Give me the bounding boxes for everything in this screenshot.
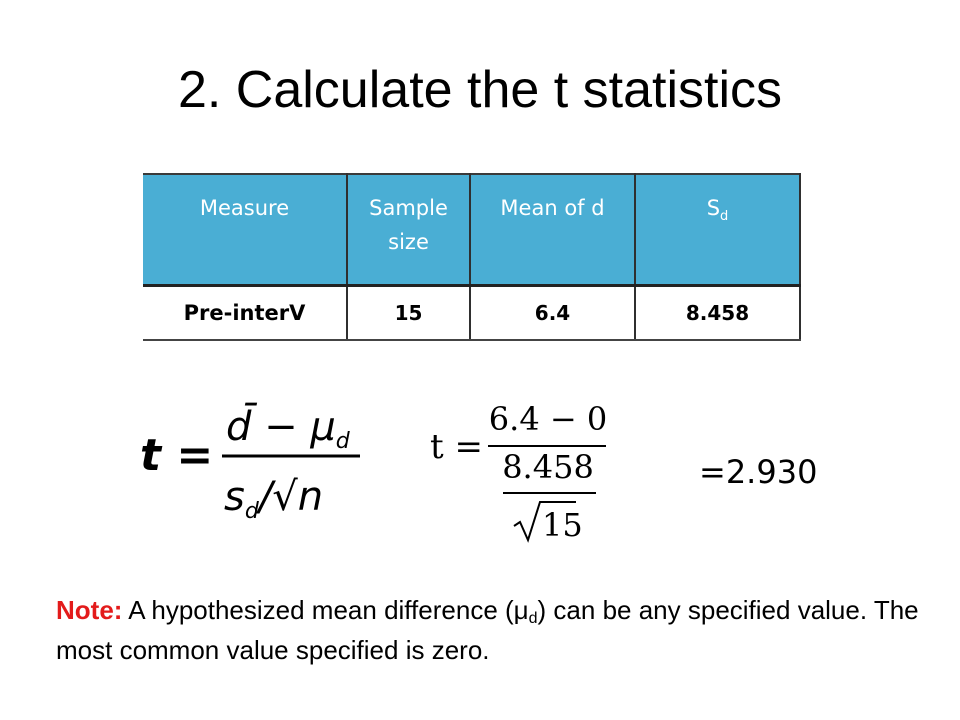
note-label: Note: [56,595,123,625]
header-sample-size: Sample size [347,174,470,286]
table-header-row [143,174,800,286]
numeric-numerator: 6.4 − 0 [488,400,608,438]
numeric-inner-denominator: 15 [542,506,583,544]
note-text-after: ) can be any specified value. The most common value specified is zero. [56,595,919,665]
general-t-formula [138,390,368,525]
note-paragraph [56,590,936,670]
note-subscript: d [528,610,538,627]
numeric-inner-numerator: 8.458 [502,448,594,486]
header-sd-letter: S [706,196,721,220]
cell-mean-of-d: 6.4 [470,286,635,341]
header-sd-subscript: d [720,209,729,224]
general-numerator-main: d̄ − μ [226,404,336,450]
header-mean-of-d: Mean of d [470,174,635,286]
general-numerator [226,402,351,454]
cell-measure: Pre-interV [143,286,347,341]
t-result: =2.930 [699,453,818,491]
note-text-before: A hypothesized mean difference (μ [122,595,529,625]
general-lhs: t = [140,430,214,481]
general-denominator [224,474,323,524]
header-measure: Measure [143,174,347,286]
general-denominator-subscript: d [244,499,259,524]
general-denominator-s: s [224,474,245,520]
cell-sd: 8.458 [635,286,800,341]
numeric-lhs: t = [430,427,483,467]
header-sd [635,174,800,286]
cell-sample-size: 15 [347,286,470,341]
general-denominator-root: /√n [258,474,324,520]
general-numerator-subscript: d [335,429,350,454]
table-row [143,286,800,341]
summary-table [143,173,801,341]
slide-title: 2. Calculate the t statistics [177,61,783,119]
numeric-t-formula [428,398,613,546]
